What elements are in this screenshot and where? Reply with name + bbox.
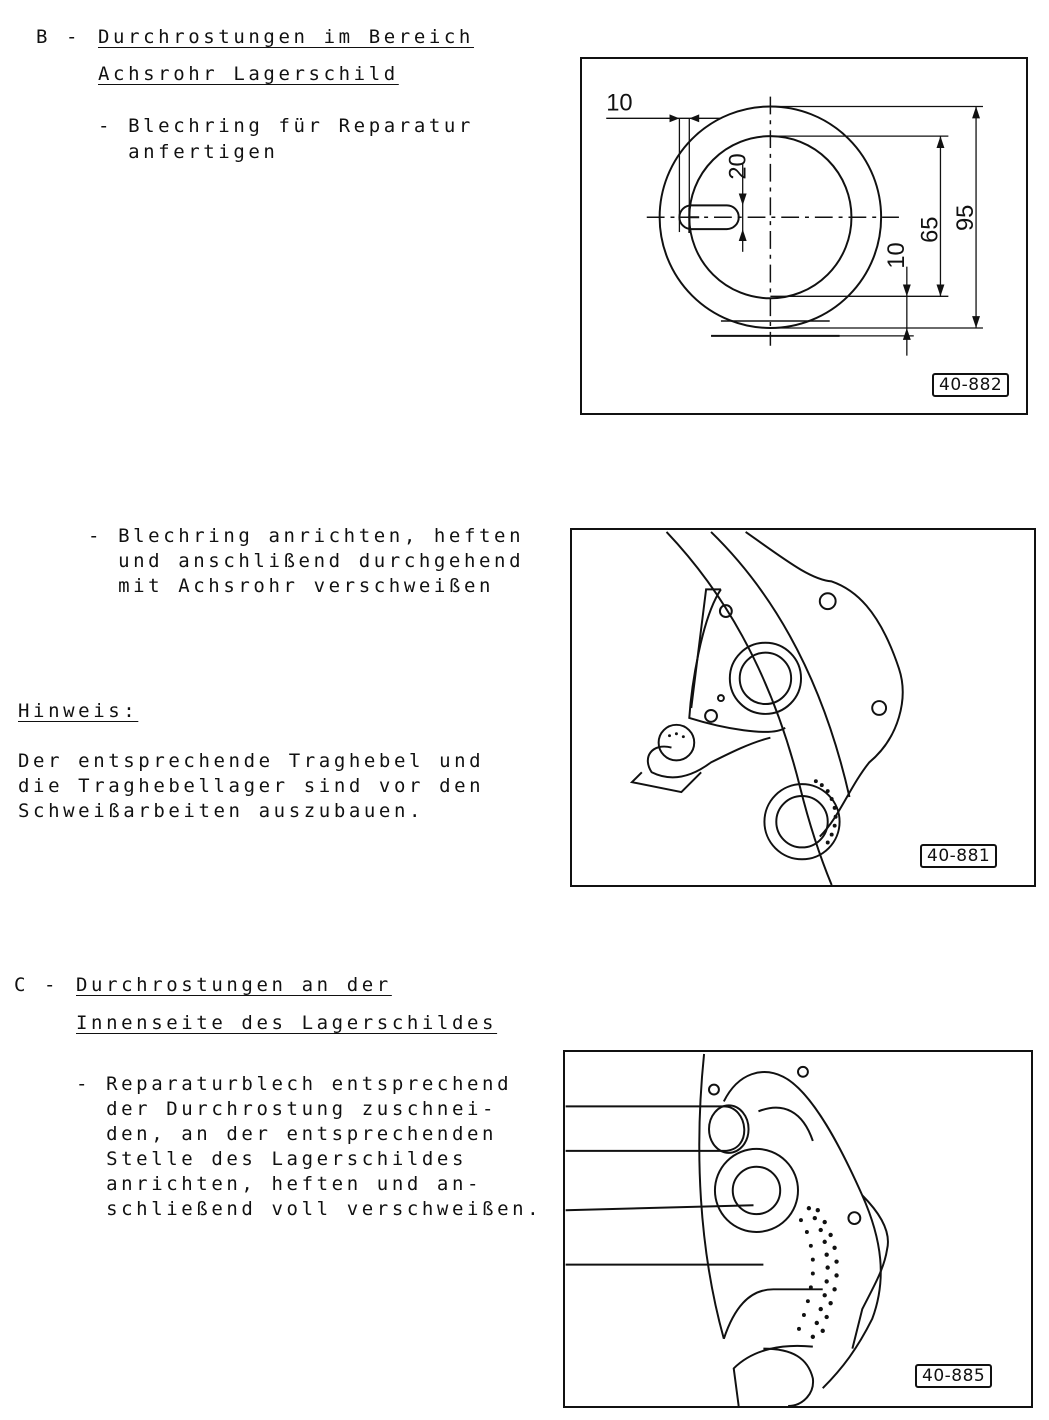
section-c-letter: C: [14, 974, 30, 996]
axle-bracket-drawing: [572, 530, 1034, 885]
figure-40-885: [563, 1050, 1033, 1408]
figure-40-882: [580, 57, 1028, 415]
dim-20-label: 20: [725, 153, 752, 180]
dim-10-top-label: 10: [606, 90, 633, 117]
section-b-letter: B: [36, 26, 52, 48]
figure-id-badge: 40-881: [920, 844, 997, 868]
figure-id-badge: 40-885: [915, 1364, 992, 1388]
dim-10-right-label: 10: [883, 242, 910, 269]
hinweis-heading: Hinweis:: [18, 700, 139, 722]
dim-95-label: 95: [953, 204, 980, 232]
hinweis-line1: Der entsprechende Traghebel und: [18, 750, 485, 772]
section-c-step-line3: den, an der entsprechenden: [76, 1123, 498, 1145]
figure-40-881: [570, 528, 1036, 887]
section-b-step2-line1: - Blechring anrichten, heften: [88, 525, 525, 547]
section-c-dash: -: [44, 974, 60, 996]
section-b-title-line2: Achsrohr Lagerschild: [98, 63, 399, 85]
section-c-title-line1: Durchrostungen an der: [76, 974, 392, 996]
section-c-step-line5: anrichten, heften und an-: [76, 1173, 483, 1195]
hinweis-line3: Schweißarbeiten auszubauen.: [18, 800, 425, 822]
section-c-step-line2: der Durchrostung zuschnei-: [76, 1098, 498, 1120]
figure-id-badge: 40-882: [932, 373, 1009, 397]
hinweis-line2: die Traghebellager sind vor den: [18, 775, 485, 797]
section-b-step1-line2: anfertigen: [98, 141, 279, 163]
dim-65-label: 65: [917, 216, 944, 243]
section-c-title-line2: Innenseite des Lagerschildes: [76, 1012, 498, 1034]
section-b-step2-line2: und anschlißend durchgehend: [88, 550, 525, 572]
section-c-step-line1: - Reparaturblech entsprechend: [76, 1073, 513, 1095]
section-b-title-line1: Durchrostungen im Bereich: [98, 26, 474, 48]
section-c-step-line6: schließend voll verschweißen.: [76, 1198, 543, 1220]
section-b-dash: -: [66, 26, 82, 48]
section-c-step-line4: Stelle des Lagerschildes: [76, 1148, 468, 1170]
lagerschild-inner-drawing: [565, 1052, 1031, 1406]
section-b-step2-line3: mit Achsrohr verschweißen: [88, 575, 495, 597]
ring-dimension-drawing: [582, 59, 1026, 413]
section-b-step1-line1: - Blechring für Reparatur: [98, 115, 474, 137]
